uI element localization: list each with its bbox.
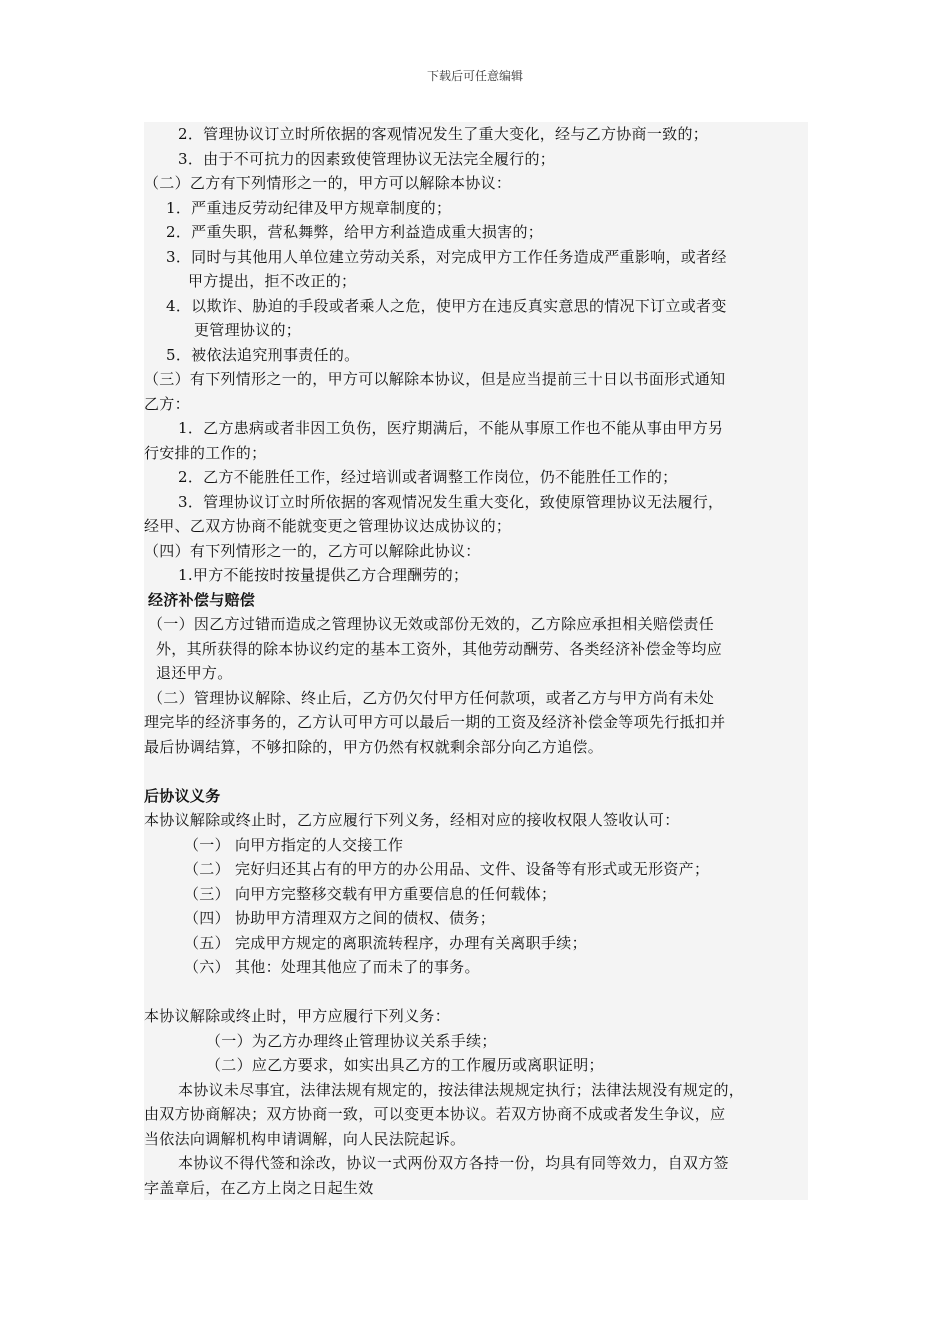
text-line: 1．乙方患病或者非因工负伤，医疗期满后，不能从事原工作也不能从事由甲方另	[178, 419, 724, 437]
text-line: 由双方协商解决；双方协商一致，可以变更本协议。若双方协商不成或者发生争议，应	[144, 1105, 726, 1123]
text-line: （六） 其他：处理其他应了而未了的事务。	[184, 958, 480, 976]
text-line: （一）因乙方过错而造成之管理协议无效或部份无效的，乙方除应承担相关赔偿责任	[148, 615, 715, 633]
text-line: （四）有下列情形之一的，乙方可以解除此协议：	[144, 541, 481, 560]
text-line: （五） 完成甲方规定的离职流转程序，办理有关离职手续；	[184, 933, 587, 952]
text-line: 4．以欺诈、胁迫的手段或者乘人之危，使甲方在违反真实意思的情况下订立或者变	[166, 296, 727, 315]
text-line: 甲方提出，拒不改正的；	[188, 272, 357, 290]
blank-line	[144, 759, 808, 784]
text-line: 理完毕的经济事务的，乙方认可甲方可以最后一期的工资及经济补偿金等项先行抵扣并	[144, 713, 726, 731]
text-line: 2．管理协议订立时所依据的客观情况发生了重大变化，经与乙方协商一致的；	[178, 125, 709, 143]
text-line: 字盖章后，在乙方上岗之日起生效	[144, 1178, 374, 1197]
text-line: 5．被依法追究刑事责任的。	[166, 345, 360, 364]
text-line: 3．由于不可抗力的因素致使管理协议无法完全履行的；	[178, 149, 556, 168]
text-line: 乙方：	[144, 394, 190, 413]
text-line: 本协议未尽事宜，法律法规有规定的，按法律法规规定执行；法律法规没有规定的，	[178, 1080, 745, 1099]
text-line: 经甲、乙双方协商不能就变更之管理协议达成协议的；	[144, 517, 512, 535]
text-line: 当依法向调解机构申请调解，向人民法院起诉。	[144, 1129, 466, 1148]
document-body	[144, 122, 808, 1200]
text-line: 本协议解除或终止时，乙方应履行下列义务，经相对应的接收权限人签收认可：	[144, 811, 680, 829]
text-line: （三） 向甲方完整移交载有甲方重要信息的任何载体；	[184, 884, 557, 903]
text-line: 最后协调结算，不够扣除的，甲方仍然有权就剩余部分向乙方追偿。	[144, 737, 604, 756]
section-heading: 经济补偿与赔偿	[148, 590, 256, 609]
text-line: （四） 协助甲方清理双方之间的债权、债务；	[184, 909, 496, 927]
text-line: （三）有下列情形之一的，甲方可以解除本协议，但是应当提前三十日以书面形式通知	[144, 370, 726, 388]
text-line: （一）为乙方办理终止管理协议关系手续；	[206, 1031, 497, 1050]
text-line: （二）应乙方要求，如实出具乙方的工作履历或离职证明；	[206, 1056, 604, 1074]
text-line: 更管理协议的；	[194, 321, 302, 339]
text-line: 1.甲方不能按时按量提供乙方合理酬劳的；	[178, 566, 469, 584]
text-line: 退还甲方。	[156, 664, 233, 682]
section-heading: 后协议义务	[144, 786, 221, 805]
text-line: （二） 完好归还其占有的甲方的办公用品、文件、设备等有形式或无形资产；	[184, 860, 710, 878]
blank-line	[144, 980, 808, 1005]
text-line: （一） 向甲方指定的人交接工作	[184, 835, 404, 854]
page-header: 下载后可任意编辑	[426, 69, 523, 83]
text-line: 2．乙方不能胜任工作，经过培训或者调整工作岗位，仍不能胜任工作的；	[178, 468, 678, 486]
text-line: 行安排的工作的；	[144, 443, 267, 462]
text-line: 本协议解除或终止时，甲方应履行下列义务：	[144, 1007, 451, 1025]
text-line: 本协议不得代签和涂改，协议一式两份双方各持一份，均具有同等效力，自双方签	[178, 1154, 729, 1172]
text-line: 1．严重违反劳动纪律及甲方规章制度的；	[166, 198, 452, 217]
text-line: 外，其所获得的除本协议约定的基本工资外，其他劳动酬劳、各类经济补偿金等均应	[156, 639, 723, 658]
text-line: 3．管理协议订立时所依据的客观情况发生重大变化，致使原管理协议无法履行，	[178, 492, 724, 511]
text-line: 3．同时与其他用人单位建立劳动关系，对完成甲方工作任务造成严重影响，或者经	[166, 247, 727, 266]
text-line: （二）乙方有下列情形之一的，甲方可以解除本协议：	[144, 174, 512, 192]
text-line: （二）管理协议解除、终止后，乙方仍欠付甲方任何款项，或者乙方与甲方尚有未处	[148, 688, 715, 707]
text-line: 2．严重失职，营私舞弊，给甲方利益造成重大损害的；	[166, 223, 544, 241]
